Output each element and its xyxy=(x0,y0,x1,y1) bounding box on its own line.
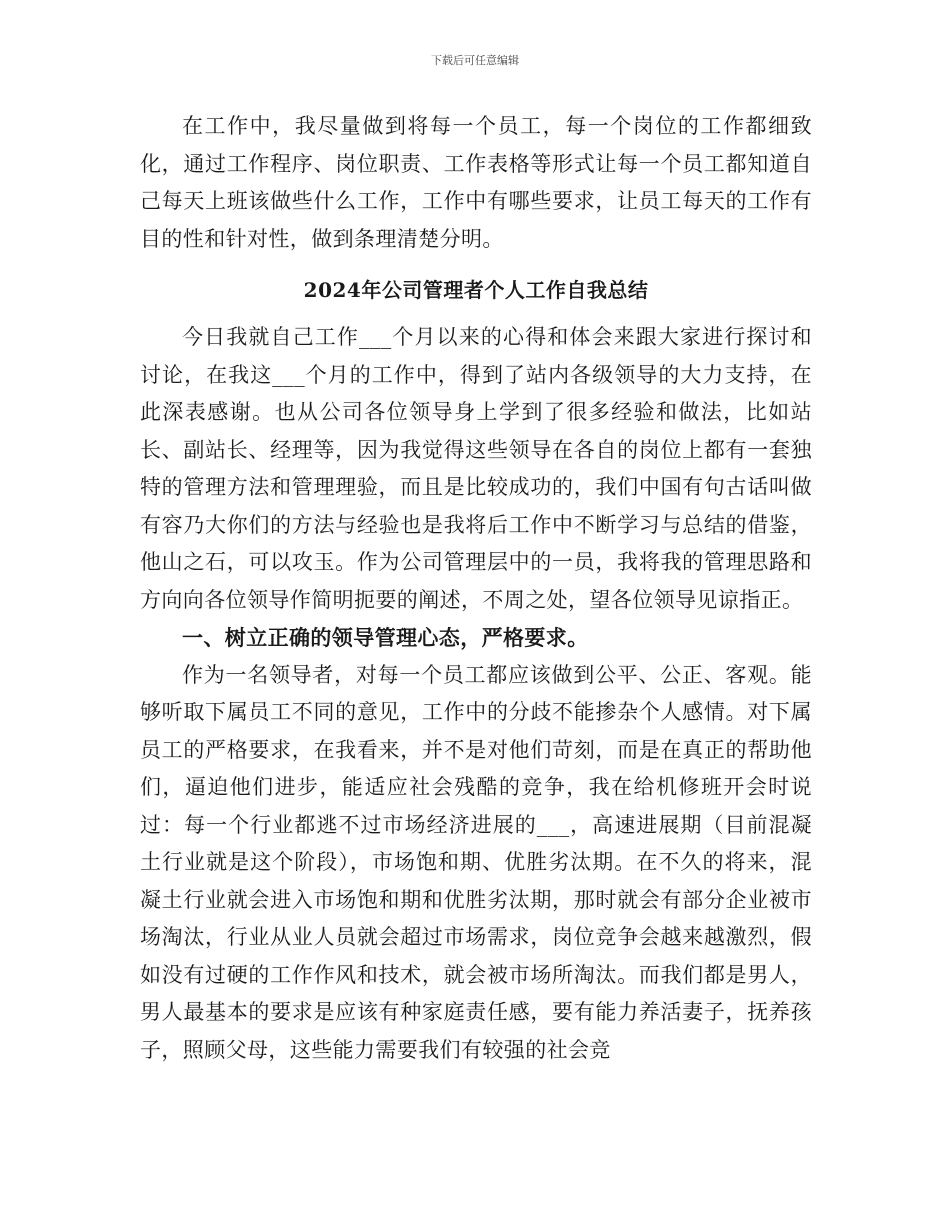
document-title: 2024年公司管理者个人工作自我总结 xyxy=(303,278,649,302)
section-1-heading: 一、树立正确的领导管理心态，严格要求。 xyxy=(182,625,589,650)
document-body xyxy=(140,108,812,1069)
paragraph-2: 作为一名领导者，对每一个员工都应该做到公平、公正、客观。能够听取下属员工不同的意见，工作中的分歧不能掺杂个人感情。对下属员工的严格要求，在我看来，并不是对他们苛刻，而是在真正的帮助他们，逼迫他们进步，能适应社会残酷的竞争，我在给机修班开会时说过：每一个行业都逃不过市场经济进展的___，高速进展期（目前混凝土行业就是这个阶段），市场饱和期、优胜劣汰期。在不久的将来，混凝土行业就会进入市场饱和期和优胜劣汰期，那时就会有部分企业被市场淘汰，行业从业人员就会超过市场需求，岗位竞争会越来越激烈，假如没有过硬的工作作风和技术，就会被市场所淘汰。而我们都是男人，男人最基本的要求是应该有种家庭责任感，要有能力养活妻子，抚养孩子，照顾父母，这些能力需要我们有较强的社会竞 xyxy=(140,662,812,1062)
paragraph-1: 今日我就自己工作___个月以来的心得和体会来跟大家进行探讨和讨论，在我这___个月的工作中，得到了站内各级领导的大力支持，在此深表感谢。也从公司各位领导身上学到了很多经验和做法，比如站长、副站长、经理等，因为我觉得这些领导在各自的岗位上都有一套独特的管理方法和管理理验，而且是比较成功的，我们中国有句古话叫做有容乃大你们的方法与经验也是我将后工作中不断学习与总结的借鉴，他山之石，可以攻玉。作为公司管理层中的一员，我将我的管理思路和方向向各位领导作简明扼要的阐述，不周之处，望各位领导见谅指正。 xyxy=(140,325,812,612)
intro-paragraph: 在工作中，我尽量做到将每一个员工，每一个岗位的工作都细致化，通过工作程序、岗位职责、工作表格等形式让每一个员工都知道自己每天上班该做些什么工作，工作中有哪些要求，让员工每天的工作有目的性和针对性，做到条理清楚分明。 xyxy=(140,114,812,251)
header-note: 下载后可任意编辑 xyxy=(431,54,519,67)
